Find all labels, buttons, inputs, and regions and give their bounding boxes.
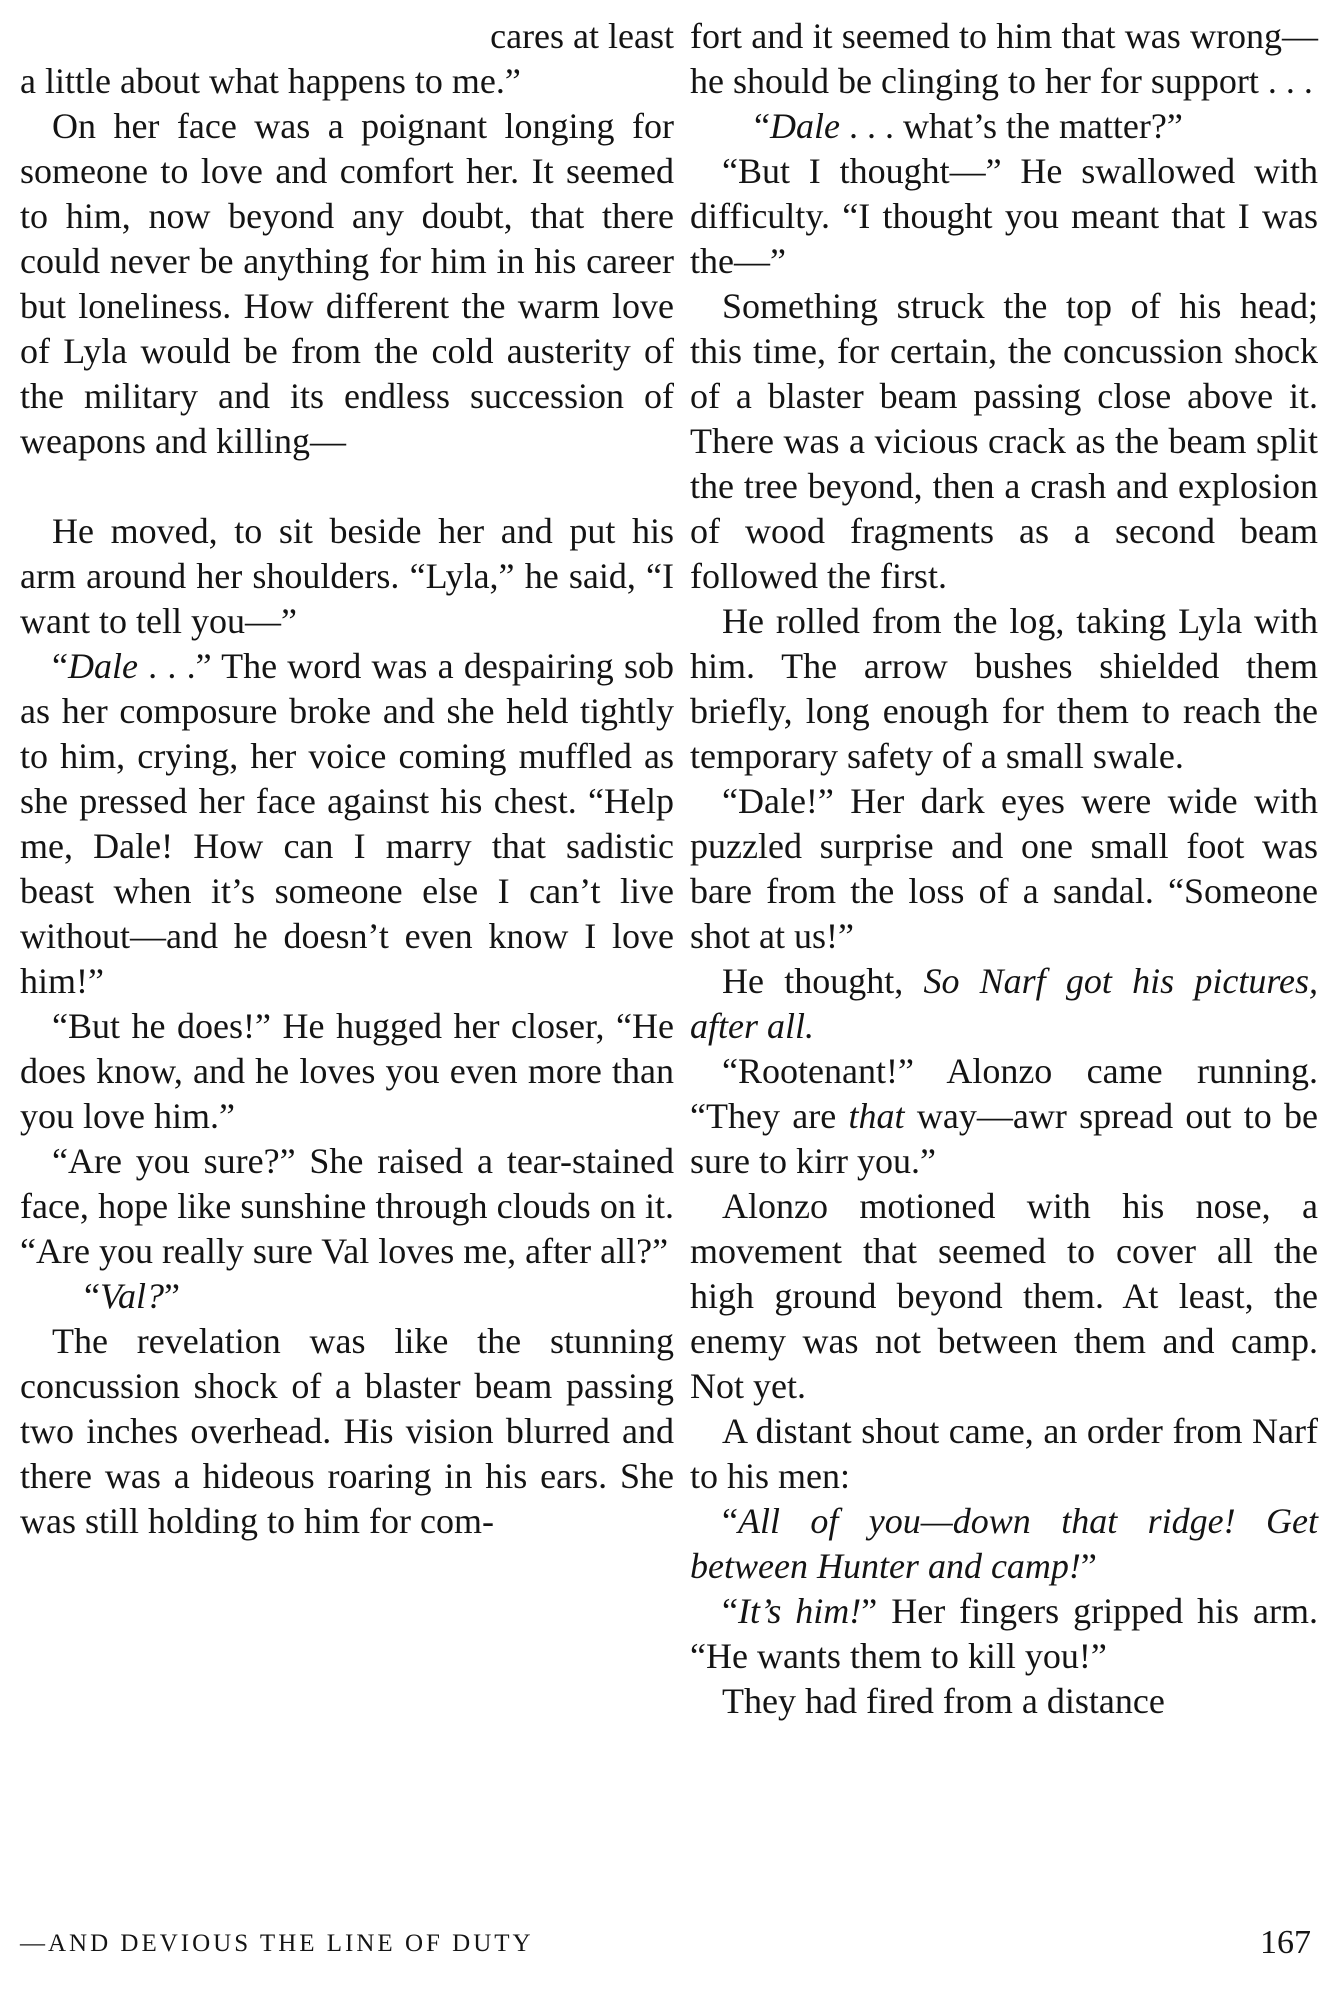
paragraph: He moved, to sit beside her and put his arm around her shoulders. “Lyla,” he said, “I want to tell you—”: [20, 511, 674, 641]
italic-text: It’s him!: [737, 1591, 862, 1631]
paragraph: “But I thought—” He swallowed with difficulty. “I thought you meant that I was the—”: [690, 151, 1318, 281]
paragraph-continuation-end: cares at least: [490, 16, 674, 56]
paragraph-continuation: fort and it seemed to him that was wrong—he should be clinging to her for support . . .: [690, 16, 1318, 101]
paragraph: A distant shout came, an order from Narf to his men:: [690, 1411, 1318, 1496]
italic-text: Dale: [769, 106, 840, 146]
paragraph: Alonzo motioned with his nose, a movement that seemed to cover all the high ground beyond them. At least, the enemy was not between them and camp. Not yet.: [690, 1186, 1318, 1406]
paragraph: “All of you—down that ridge! Get between Hunter and camp!”: [690, 1501, 1318, 1586]
page-footer: [0, 1924, 1335, 1974]
running-title: —AND DEVIOUS THE LINE OF DUTY: [20, 1930, 534, 1957]
italic-text: that: [848, 1096, 905, 1136]
paragraph: “But he does!” He hugged her closer, “He does know, and he loves you even more than you love him.”: [20, 1006, 674, 1136]
italic-text: Dale: [67, 646, 138, 686]
left-column: [20, 14, 674, 1544]
paragraph: “Dale!” Her dark eyes were wide with puzzled surprise and one small foot was bare from the loss of a sandal. “Someone shot at us!”: [690, 781, 1318, 956]
paragraph: “Dale . . . what’s the matter?”: [754, 106, 1183, 146]
paragraph-continuation-end: a little about what happens to me.”: [20, 61, 521, 101]
italic-text: Val?: [99, 1276, 164, 1316]
paragraph: They had fired from a distance: [722, 1681, 1165, 1721]
paragraph: He rolled from the log, taking Lyla with him. The arrow bushes shielded them briefly, long enough for them to reach the temporary safety of a small swale.: [690, 601, 1318, 776]
paragraph: “Rootenant!” Alonzo came running. “They are that way—awr spread out to be sure to kirr you.”: [690, 1051, 1318, 1181]
paragraph: “Val?”: [84, 1276, 180, 1316]
italic-text: So Narf got his pictures, after all.: [690, 961, 1319, 1046]
right-column: [690, 14, 1318, 1724]
paragraph: “Dale . . .” The word was a despairing sob as her composure broke and she held tightly to him, crying, her voice coming muffled as she pressed her face against his chest. “Help me, Dale! How can I marry that sadistic beast when it’s someone else I can’t live without—and he doesn’t even know I love him!”: [20, 646, 674, 1001]
paragraph: He thought, So Narf got his pictures, after all.: [690, 961, 1319, 1046]
paragraph: On her face was a poignant longing for someone to love and comfort her. It seemed to him, now beyond any doubt, that there could never be anything for him in his career but loneliness. How different the warm love of Lyla would be from the cold austerity of the military and its endless succession of weapons and killing—: [20, 106, 674, 461]
paragraph: The revelation was like the stunning concussion shock of a blaster beam passing two inches overhead. His vision blurred and there was a hideous roaring in his ears. She was still holding to him for com-: [20, 1321, 674, 1541]
paragraph: “It’s him!” Her fingers gripped his arm. “He wants them to kill you!”: [690, 1591, 1318, 1676]
page-number: 167: [1260, 1924, 1311, 1961]
paragraph: Something struck the top of his head; this time, for certain, the concussion shock of a blaster beam passing close above it. There was a vicious crack as the beam split the tree beyond, then a crash and explosion of wood fragments as a second beam followed the first.: [690, 286, 1318, 596]
italic-text: All of you—down that ridge! Get between Hunter and camp!: [690, 1501, 1318, 1586]
paragraph: “Are you sure?” She raised a tear-stained face, hope like sunshine through clouds on it. “Are you really sure Val loves me, after all?”: [20, 1141, 674, 1271]
